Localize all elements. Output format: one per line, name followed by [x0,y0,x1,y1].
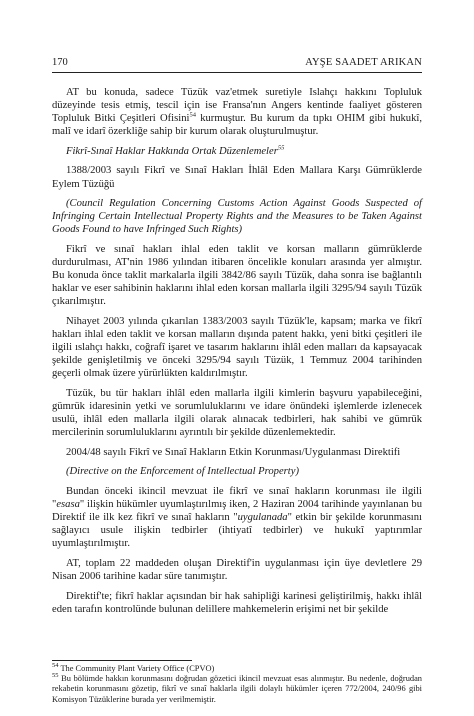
footnote-mark: 54 [52,662,59,670]
emphasis: uygulanada [237,512,288,524]
body-text [52,86,422,622]
paragraph: Tüzük, bu tür hakları ihlâl eden mallarla ilgili kimlerin başvuru yapabileceğini, gümrük idaresinin yetki ve sorumluluklarını ve idare önündeki işlemlerde izlenecek usulü, ihlâl eden mallarla ilgili olarak alınacak tedbirleri, hak sahibi ve gümrük mercilerinin sorumluluklarını ayrıntılı bir şekilde düzenlemektedir. [52,387,422,439]
emphasis: esasa [56,499,80,511]
paragraph: AT, toplam 22 maddeden oluşan Direktif'in uygulanması için üye devletlere 29 Nisan 2006 tarihine kadar süre tanımıştır. [52,557,422,582]
subheading: 1388/2003 sayılı Fikrî ve Sınaî Hakları İhlâl Eden Mallara Karşı Gümrüklerde Eylem Tüzüğü [52,165,422,190]
paragraph [52,86,422,138]
english-title: (Council Regulation Concerning Customs Action Against Goods Suspected of Infringing Certain Intellectual Property Rights and the Measures to be Taken Against Goods Found to have Infringed Such Rights) [52,198,422,236]
paragraph-text: " etkin bir şekilde korunmasını sağlayıcı usule ilişkin tedbirler (ihtiyatî tedbirler) ve hukukî yaptırımlar uyumlaştırılmıştır. [52,512,422,550]
running-header [52,56,422,73]
paragraph: Nihayet 2003 yılında çıkarılan 1383/2003 sayılı Tüzük'le, kapsam; marka ve fikrî hakları ihlal eden taklit ve korsan malların dışında patent hakkı, yeni bitki çeşitleri ile ilgili ıslahçı hakkı, coğrafî işaret ve tasarım haklarını ihlâl eden malları da kapsayacak şekilde genişletilmiş ve önceki 3295/94 sayılı Tüzük, 1 Temmuz 2004 tarihinden geçerli olmak üzere yürürlükten kaldırılmıştır. [52,315,422,380]
footnote-text: Bu bölümde hakkın korunmasını doğrudan gözetici ikincil mevzuat esas alınmıştır. Bu nedenle, doğrudan rekabetin korunmasını gözetip, fikrî ve sınaî haklarla ilgili dolaylı hükümler içeren 772/2004, 240/96 gibi Komisyon Tüzüklerine burada yer verilmemiştir. [52,674,422,704]
footnote-ref-55[interactable]: 55 [277,144,285,152]
section-heading-text: Fikrî-Sınaî Haklar Hakkında Ortak Düzenlemeler [66,145,278,157]
footnotes [52,664,422,705]
paragraph-text: AT bu konuda, sadece Tüzük vaz'etmek suretiyle Islahçı hakkını Topluluk düzeyinde tesis etmiş, tescil için ise Fransa'nın Angers kentinde faaliyet gösteren Topluluk Bitki Çeşitleri Ofisini [52,87,422,125]
paragraph-text: kurmuştur. Bu kurum da tıpkı OHIM gibi hukukî, malî ve idarî özerkliğe sahip bir kurum olarak oluşturulmuştur. [52,113,422,138]
footnote-55 [52,674,422,705]
paragraph: Fikrî ve sınaî hakları ihlal eden taklit ve korsan malların gümrüklerde durdurulması, AT'nin 1986 yılından itibaren öncelikle konuları arasında yer almıştır. Bu konuda önce taklit markalarla ilgili 3842/86 sayılı Tüzük, daha sonra ise bağlantılı haklar ve eser sahibinin haklarını ihlal eden korsan mallarla ilgili 3295/94 sayılı Tüzük çıkarılmıştır. [52,243,422,308]
english-title: (Directive on the Enforcement of Intellectual Property) [66,466,299,478]
section-heading [52,145,422,158]
subheading: 2004/48 sayılı Fikrî ve Sınaî Hakların Etkin Korunması/Uygulanması Direktifi [66,446,401,458]
footnote-divider [52,660,192,661]
running-author: AYŞE SAADET ARIKAN [305,57,422,68]
footnote-text: The Community Plant Variety Office (CPVO) [58,664,215,673]
paragraph-text: Bundan önceki ikincil mevzuat ile fikrî ve sınaî hakların korunması ile ilgili " [52,485,422,511]
page-number: 170 [52,57,68,68]
paragraph-text: " ilişkin hükümler uyumlaştırılmış iken, 2 Haziran 2004 tarihinde yayınlanan bu Direktif ile ilk kez fikrî ve sınaî hakların " [52,499,422,524]
footnote-ref-54[interactable]: 54 [189,111,196,119]
footnote-mark: 55 [52,672,59,680]
footnote-54 [52,664,422,674]
paragraph [52,485,422,550]
paragraph: Direktif'te; fikrî haklar açısından bir hak sahipliği karinesi geliştirilmiş, hakkı ihlâl eden tarafın kontrolünde bulunan delillere mahkemelerin erişimi net bir şekilde [52,590,422,615]
